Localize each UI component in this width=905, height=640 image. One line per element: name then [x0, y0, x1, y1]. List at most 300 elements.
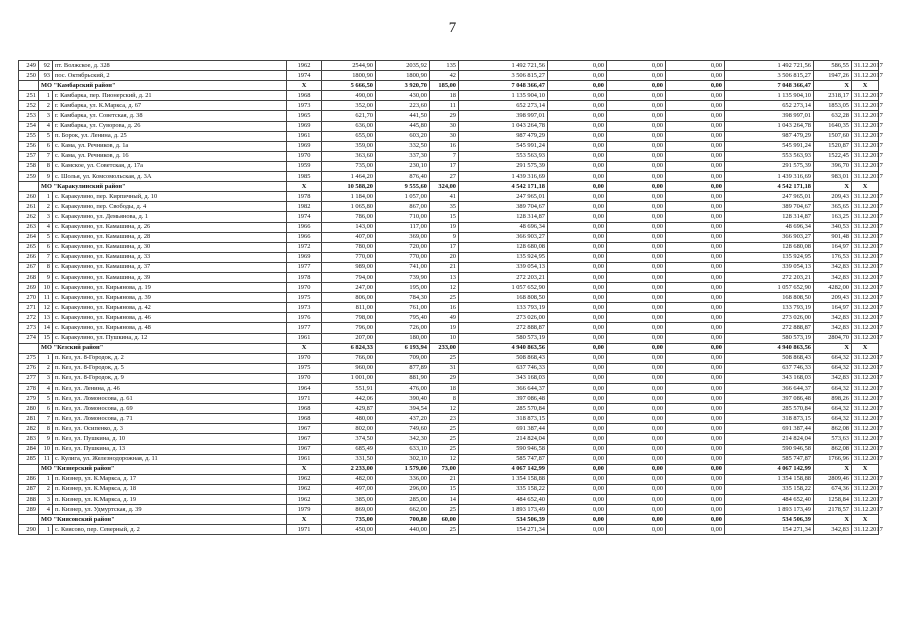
grand-total-cell: 247 965,01	[725, 192, 814, 202]
fund-c-cell: 0,00	[666, 384, 725, 394]
date-cell: 31.12.2017	[852, 434, 879, 444]
date-cell: 31.12.2017	[852, 474, 879, 484]
cost-cell: 366 903,27	[459, 232, 548, 242]
rate-cell: 664,32	[814, 414, 852, 424]
year-cell: 1962	[287, 495, 322, 505]
address-cell: г. Камбарка, пер. Пионерский, д. 21	[53, 91, 287, 101]
fund-b-cell: 0,00	[607, 464, 666, 474]
year-cell: X	[287, 81, 322, 91]
fund-c-cell: 0,00	[666, 505, 725, 515]
row-number: 282	[19, 424, 39, 434]
grand-total-cell: 397 086,48	[725, 394, 814, 404]
row-number: 249	[19, 61, 39, 71]
row-number: 268	[19, 272, 39, 282]
grand-total-cell: 1 492 721,56	[725, 61, 814, 71]
sub-number: 1	[39, 192, 53, 202]
grand-total-cell: 3 506 815,27	[725, 71, 814, 81]
address-cell: с. Каракулино, ул. Кирьянова, д. 48	[53, 323, 287, 333]
year-cell: 1970	[287, 283, 322, 293]
fund-c-cell: 0,00	[666, 333, 725, 343]
year-cell: 1966	[287, 232, 322, 242]
grand-total-cell: 366 644,37	[725, 384, 814, 394]
year-cell: 1968	[287, 91, 322, 101]
total-area-cell: 2 233,00	[322, 464, 376, 474]
address-cell: п. Кез, ул. Ломоносова, д. 71	[53, 414, 287, 424]
cost-cell: 168 808,50	[459, 293, 548, 303]
fund-a-cell: 0,00	[548, 293, 607, 303]
row-number: 289	[19, 505, 39, 515]
sub-number: 13	[39, 313, 53, 323]
living-area-cell: 749,60	[376, 424, 430, 434]
district-name: МО "Кизнерский район"	[39, 464, 287, 474]
sub-number: 1	[39, 474, 53, 484]
residents-cell: 12	[430, 283, 459, 293]
rate-cell: 176,53	[814, 252, 852, 262]
date-cell: 31.12.2017	[852, 232, 879, 242]
sub-number: 15	[39, 333, 53, 343]
residents-cell: 17	[430, 161, 459, 171]
cost-cell: 652 273,14	[459, 101, 548, 111]
address-cell: п. Кизнер, ул. К.Маркса, д. 17	[53, 474, 287, 484]
date-cell: 31.12.2017	[852, 101, 879, 111]
total-area-cell: 450,00	[322, 525, 376, 535]
year-cell: 1966	[287, 222, 322, 232]
residents-cell: 29	[430, 111, 459, 121]
cost-cell: 48 696,34	[459, 222, 548, 232]
fund-b-cell: 0,00	[607, 363, 666, 373]
living-area-cell: 795,40	[376, 313, 430, 323]
rate-cell: 4282,00	[814, 283, 852, 293]
living-area-cell: 1 579,00	[376, 464, 430, 474]
table-row	[19, 212, 879, 222]
row-number: 269	[19, 283, 39, 293]
grand-total-cell: 154 271,34	[725, 525, 814, 535]
address-cell: с. Каракулино, ул. Камашина, д. 33	[53, 252, 287, 262]
cost-cell: 590 946,58	[459, 444, 548, 454]
living-area-cell: 877,89	[376, 363, 430, 373]
living-area-cell: 285,00	[376, 495, 430, 505]
address-cell: п. Кез, ул. 8-Городок, д. 2	[53, 353, 287, 363]
sub-number: 4	[39, 505, 53, 515]
date-cell: 31.12.2017	[852, 202, 879, 212]
residents-cell: 41	[430, 192, 459, 202]
sub-number: 2	[39, 101, 53, 111]
grand-total-cell: 553 563,93	[725, 151, 814, 161]
sub-number: 11	[39, 293, 53, 303]
fund-b-cell: 0,00	[607, 474, 666, 484]
residents-cell: 19	[430, 222, 459, 232]
total-area-cell: 482,00	[322, 474, 376, 484]
year-cell: 1971	[287, 525, 322, 535]
fund-b-cell: 0,00	[607, 454, 666, 464]
rate-cell: X	[814, 464, 852, 474]
total-area-cell: 359,00	[322, 141, 376, 151]
fund-a-cell: 0,00	[548, 454, 607, 464]
table-row	[19, 161, 879, 171]
fund-c-cell: 0,00	[666, 151, 725, 161]
rate-cell: 664,32	[814, 404, 852, 414]
living-area-cell: 302,10	[376, 454, 430, 464]
year-cell: 1968	[287, 404, 322, 414]
total-area-cell: 407,00	[322, 232, 376, 242]
sub-number: 5	[39, 394, 53, 404]
date-cell: 31.12.2017	[852, 131, 879, 141]
grand-total-cell: 545 991,24	[725, 141, 814, 151]
rate-cell: 1520,87	[814, 141, 852, 151]
residents-cell: 30	[430, 121, 459, 131]
fund-a-cell: 0,00	[548, 111, 607, 121]
address-cell: с. Каракулино, ул. Камашина, д. 39	[53, 272, 287, 282]
date-cell: 31.12.2017	[852, 61, 879, 71]
total-area-cell: 766,00	[322, 353, 376, 363]
address-cell: с. Кулига, ул. Железнодорожная, д. 11	[53, 454, 287, 464]
fund-b-cell: 0,00	[607, 131, 666, 141]
year-cell: 1977	[287, 262, 322, 272]
address-cell: с. Каракулино, ул. Кирьянова, д. 19	[53, 283, 287, 293]
living-area-cell: 603,20	[376, 131, 430, 141]
fund-c-cell: 0,00	[666, 444, 725, 454]
sub-number: 1	[39, 91, 53, 101]
fund-b-cell: 0,00	[607, 495, 666, 505]
fund-a-cell: 0,00	[548, 373, 607, 383]
total-area-cell: 796,00	[322, 323, 376, 333]
year-cell: X	[287, 343, 322, 353]
year-cell: 1985	[287, 172, 322, 182]
sub-number: 7	[39, 252, 53, 262]
fund-b-cell: 0,00	[607, 192, 666, 202]
fund-a-cell: 0,00	[548, 151, 607, 161]
sub-number: 9	[39, 434, 53, 444]
living-area-cell: 337,30	[376, 151, 430, 161]
address-cell: пос. Октябрьский, 2	[53, 71, 287, 81]
fund-c-cell: 0,00	[666, 71, 725, 81]
rate-cell: 164,97	[814, 303, 852, 313]
fund-a-cell: 0,00	[548, 303, 607, 313]
total-area-cell: 207,00	[322, 333, 376, 343]
residents-cell: 73,00	[430, 464, 459, 474]
year-cell: 1970	[287, 151, 322, 161]
living-area-cell: 117,00	[376, 222, 430, 232]
total-area-cell: 352,00	[322, 101, 376, 111]
year-cell: 1973	[287, 303, 322, 313]
fund-c-cell: 0,00	[666, 424, 725, 434]
date-cell: 31.12.2017	[852, 303, 879, 313]
living-area-cell: 633,10	[376, 444, 430, 454]
total-area-cell: 1800,90	[322, 71, 376, 81]
row-number: 252	[19, 101, 39, 111]
row-number: 286	[19, 474, 39, 484]
year-cell: 1978	[287, 192, 322, 202]
table-row	[19, 424, 879, 434]
year-cell: 1967	[287, 434, 322, 444]
row-number: 272	[19, 313, 39, 323]
grand-total-cell: 168 808,50	[725, 293, 814, 303]
year-cell: 1962	[287, 474, 322, 484]
total-area-cell: 374,50	[322, 434, 376, 444]
total-area-cell: 811,00	[322, 303, 376, 313]
grand-total-cell: 318 873,15	[725, 414, 814, 424]
total-area-cell: 685,49	[322, 444, 376, 454]
fund-c-cell: 0,00	[666, 141, 725, 151]
living-area-cell: 726,00	[376, 323, 430, 333]
rate-cell: 1522,45	[814, 151, 852, 161]
fund-b-cell: 0,00	[607, 384, 666, 394]
date-cell: 31.12.2017	[852, 424, 879, 434]
residents-cell: 29	[430, 373, 459, 383]
fund-b-cell: 0,00	[607, 121, 666, 131]
table-row	[19, 262, 879, 272]
row-number: 260	[19, 192, 39, 202]
residents-cell: 25	[430, 424, 459, 434]
sub-number: 2	[39, 484, 53, 494]
living-area-cell: 761,00	[376, 303, 430, 313]
cost-cell: 397 086,48	[459, 394, 548, 404]
fund-c-cell: 0,00	[666, 293, 725, 303]
total-area-cell: 1 184,00	[322, 192, 376, 202]
fund-a-cell: 0,00	[548, 484, 607, 494]
living-area-cell: 876,40	[376, 172, 430, 182]
fund-c-cell: 0,00	[666, 61, 725, 71]
living-area-cell: 3 920,70	[376, 81, 430, 91]
fund-c-cell: 0,00	[666, 525, 725, 535]
table-row	[19, 101, 879, 111]
date-cell: 31.12.2017	[852, 323, 879, 333]
residents-cell: 233,00	[430, 343, 459, 353]
table-row	[19, 505, 879, 515]
rate-cell: 983,01	[814, 172, 852, 182]
grand-total-cell: 652 273,14	[725, 101, 814, 111]
row-number: 258	[19, 161, 39, 171]
sub-number: 3	[39, 495, 53, 505]
rate-cell: X	[814, 182, 852, 192]
fund-b-cell: 0,00	[607, 373, 666, 383]
living-area-cell: 394,54	[376, 404, 430, 414]
rate-cell: 209,43	[814, 192, 852, 202]
row-number: 280	[19, 404, 39, 414]
fund-a-cell: 0,00	[548, 192, 607, 202]
year-cell: 1961	[287, 131, 322, 141]
sub-number: 4	[39, 222, 53, 232]
total-area-cell: 1 464,20	[322, 172, 376, 182]
residents-cell: 18	[430, 91, 459, 101]
total-area-cell: 143,00	[322, 222, 376, 232]
table-row	[19, 252, 879, 262]
living-area-cell: 336,00	[376, 474, 430, 484]
residents-cell: 25	[430, 434, 459, 444]
date-cell: 31.12.2017	[852, 151, 879, 161]
residents-cell: 23	[430, 414, 459, 424]
fund-b-cell: 0,00	[607, 202, 666, 212]
fund-b-cell: 0,00	[607, 232, 666, 242]
fund-c-cell: 0,00	[666, 323, 725, 333]
sub-number: 8	[39, 424, 53, 434]
fund-a-cell: 0,00	[548, 525, 607, 535]
cost-cell: 128 314,87	[459, 212, 548, 222]
residents-cell: 19	[430, 323, 459, 333]
rate-cell: 340,53	[814, 222, 852, 232]
date-cell: 31.12.2017	[852, 91, 879, 101]
empty-cell	[19, 515, 39, 525]
fund-a-cell: 0,00	[548, 232, 607, 242]
grand-total-cell: 285 570,84	[725, 404, 814, 414]
fund-b-cell: 0,00	[607, 333, 666, 343]
year-cell: 1979	[287, 505, 322, 515]
sub-number: 2	[39, 363, 53, 373]
cost-cell: 7 048 366,47	[459, 81, 548, 91]
fund-b-cell: 0,00	[607, 71, 666, 81]
address-cell: п. Кез, ул. Осипенко, д. 3	[53, 424, 287, 434]
fund-b-cell: 0,00	[607, 222, 666, 232]
fund-c-cell: 0,00	[666, 404, 725, 414]
living-area-cell: 2035,92	[376, 61, 430, 71]
cost-cell: 580 573,19	[459, 333, 548, 343]
fund-b-cell: 0,00	[607, 172, 666, 182]
fund-b-cell: 0,00	[607, 182, 666, 192]
address-cell: п. Кез, ул. Пушкина, д. 13	[53, 444, 287, 454]
date-cell: X	[852, 515, 879, 525]
sub-number: 3	[39, 212, 53, 222]
living-area-cell: 195,00	[376, 283, 430, 293]
table-row	[19, 384, 879, 394]
address-cell: п. Кез, ул. 8-Городок, д. 9	[53, 373, 287, 383]
date-cell: X	[852, 464, 879, 474]
address-cell: п. Кизнер, ул. К.Маркса, д. 19	[53, 495, 287, 505]
total-area-cell: 802,00	[322, 424, 376, 434]
living-area-cell: 720,00	[376, 242, 430, 252]
grand-total-cell: 128 680,08	[725, 242, 814, 252]
table-row	[19, 373, 879, 383]
table-row	[19, 172, 879, 182]
date-cell: 31.12.2017	[852, 404, 879, 414]
total-area-cell: 1 065,80	[322, 202, 376, 212]
table-row	[19, 283, 879, 293]
address-cell: с. Каракулино, пер. Кирпичный, д. 10	[53, 192, 287, 202]
residents-cell: 60,00	[430, 515, 459, 525]
residents-cell: 324,00	[430, 182, 459, 192]
date-cell: 31.12.2017	[852, 444, 879, 454]
grand-total-cell: 343 168,03	[725, 373, 814, 383]
fund-a-cell: 0,00	[548, 313, 607, 323]
cost-cell: 1 439 316,69	[459, 172, 548, 182]
residents-cell: 7	[430, 151, 459, 161]
row-number: 279	[19, 394, 39, 404]
rate-cell: X	[814, 81, 852, 91]
fund-a-cell: 0,00	[548, 182, 607, 192]
fund-c-cell: 0,00	[666, 373, 725, 383]
fund-a-cell: 0,00	[548, 283, 607, 293]
fund-c-cell: 0,00	[666, 283, 725, 293]
address-cell: с. Каракулино, ул. Камашина, д. 28	[53, 232, 287, 242]
residents-cell: 25	[430, 525, 459, 535]
date-cell: 31.12.2017	[852, 293, 879, 303]
grand-total-cell: 4 940 863,56	[725, 343, 814, 353]
rate-cell: 2804,70	[814, 333, 852, 343]
fund-c-cell: 0,00	[666, 262, 725, 272]
fund-a-cell: 0,00	[548, 262, 607, 272]
fund-c-cell: 0,00	[666, 202, 725, 212]
living-area-cell: 1800,90	[376, 71, 430, 81]
residents-cell: 18	[430, 384, 459, 394]
living-area-cell: 230,10	[376, 161, 430, 171]
table-row	[19, 111, 879, 121]
total-area-cell: 798,00	[322, 313, 376, 323]
year-cell: X	[287, 464, 322, 474]
year-cell: X	[287, 182, 322, 192]
table-row	[19, 202, 879, 212]
fund-b-cell: 0,00	[607, 323, 666, 333]
row-number: 250	[19, 71, 39, 81]
cost-cell: 389 704,67	[459, 202, 548, 212]
fund-c-cell: 0,00	[666, 464, 725, 474]
date-cell: X	[852, 81, 879, 91]
total-area-cell: 2544,90	[322, 61, 376, 71]
fund-b-cell: 0,00	[607, 91, 666, 101]
date-cell: 31.12.2017	[852, 384, 879, 394]
date-cell: 31.12.2017	[852, 353, 879, 363]
residents-cell: 30	[430, 131, 459, 141]
cost-cell: 272 888,87	[459, 323, 548, 333]
sub-number: 9	[39, 172, 53, 182]
fund-a-cell: 0,00	[548, 444, 607, 454]
fund-b-cell: 0,00	[607, 525, 666, 535]
residents-cell: 12	[430, 454, 459, 464]
fund-a-cell: 0,00	[548, 424, 607, 434]
date-cell: 31.12.2017	[852, 252, 879, 262]
grand-total-cell: 637 746,33	[725, 363, 814, 373]
fund-c-cell: 0,00	[666, 454, 725, 464]
date-cell: X	[852, 343, 879, 353]
fund-c-cell: 0,00	[666, 394, 725, 404]
grand-total-cell: 7 048 366,47	[725, 81, 814, 91]
sub-number: 2	[39, 202, 53, 212]
year-cell: 1971	[287, 394, 322, 404]
fund-a-cell: 0,00	[548, 333, 607, 343]
date-cell: X	[852, 182, 879, 192]
row-number: 257	[19, 151, 39, 161]
rate-cell: 664,32	[814, 363, 852, 373]
living-area-cell: 867,00	[376, 202, 430, 212]
grand-total-cell: 1 354 158,88	[725, 474, 814, 484]
rate-cell: 632,28	[814, 111, 852, 121]
residents-cell: 21	[430, 262, 459, 272]
fund-a-cell: 0,00	[548, 131, 607, 141]
fund-a-cell: 0,00	[548, 81, 607, 91]
rate-cell: X	[814, 515, 852, 525]
cost-cell: 691 387,44	[459, 424, 548, 434]
address-cell: с. Каракулино, пер. Свободы, д. 4	[53, 202, 287, 212]
fund-a-cell: 0,00	[548, 515, 607, 525]
living-area-cell: 332,50	[376, 141, 430, 151]
year-cell: 1978	[287, 272, 322, 282]
rate-cell: 1640,35	[814, 121, 852, 131]
table-row	[19, 141, 879, 151]
table-row	[19, 313, 879, 323]
grand-total-cell: 484 652,40	[725, 495, 814, 505]
fund-a-cell: 0,00	[548, 394, 607, 404]
residents-cell: 11	[430, 101, 459, 111]
date-cell: 31.12.2017	[852, 414, 879, 424]
living-area-cell: 741,00	[376, 262, 430, 272]
date-cell: 31.12.2017	[852, 272, 879, 282]
fund-a-cell: 0,00	[548, 91, 607, 101]
fund-a-cell: 0,00	[548, 353, 607, 363]
fund-b-cell: 0,00	[607, 101, 666, 111]
fund-c-cell: 0,00	[666, 313, 725, 323]
row-number: 283	[19, 434, 39, 444]
total-area-cell: 10 588,20	[322, 182, 376, 192]
fund-a-cell: 0,00	[548, 495, 607, 505]
fund-b-cell: 0,00	[607, 81, 666, 91]
